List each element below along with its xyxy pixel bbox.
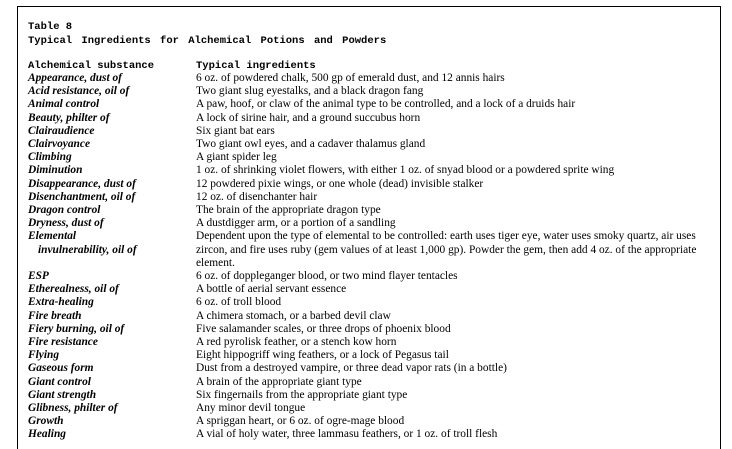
substance-cell bbox=[28, 349, 193, 362]
table-row bbox=[0, 362, 732, 375]
table-row bbox=[0, 72, 732, 85]
substance-cell bbox=[28, 415, 193, 428]
substance-name: Appearance, dust of bbox=[28, 72, 122, 84]
column-header-ingredients: Typical ingredients bbox=[196, 60, 316, 72]
ingredients-cell: Five salamander scales, or three drops of phoenix blood bbox=[196, 322, 451, 335]
table-row bbox=[0, 402, 732, 415]
substance-name: Dryness, dust of bbox=[28, 217, 104, 230]
table-row bbox=[0, 270, 732, 283]
table-row bbox=[0, 217, 732, 230]
table-row bbox=[0, 296, 732, 309]
table-row bbox=[0, 283, 732, 296]
ingredients-cell: Dust from a destroyed vampire, or three dead vapor rats (in a bottle) bbox=[196, 362, 507, 375]
substance-name: Fiery burning, oil of bbox=[28, 322, 125, 335]
substance-cell bbox=[28, 72, 193, 85]
substance-name: Healing bbox=[28, 428, 66, 441]
table-row bbox=[0, 125, 732, 138]
substance-name: Diminution bbox=[28, 164, 83, 177]
ingredients-cell: Two giant slug eyestalks, and a black dragon fang bbox=[196, 85, 424, 98]
substance-cell bbox=[28, 310, 193, 323]
table-row bbox=[0, 164, 732, 177]
ingredients-cell: A red pyrolisk feather, or a stench kow horn bbox=[196, 336, 397, 349]
substance-cell bbox=[28, 402, 193, 415]
substance-name-continued: invulnerability, oil of bbox=[38, 243, 137, 256]
table-row bbox=[0, 178, 732, 191]
ingredients-cell: A paw, hoof, or claw of the animal type to be controlled, and a lock of a druids hair bbox=[196, 98, 576, 111]
ingredients-cell: Two giant owl eyes, and a cadaver thalamus gland bbox=[196, 138, 426, 151]
ingredients-cell: A brain of the appropriate giant type bbox=[196, 375, 362, 388]
substance-name: Glibness, philter of bbox=[28, 402, 118, 415]
ingredients-cell: A chimera stomach, or a barbed devil claw bbox=[196, 309, 391, 322]
substance-cell bbox=[28, 85, 193, 98]
substance-cell bbox=[28, 178, 193, 191]
substance-cell bbox=[28, 296, 193, 309]
substance-cell bbox=[28, 230, 193, 256]
ingredients-cell: A spriggan heart, or 6 oz. of ogre-mage blood bbox=[196, 415, 405, 428]
substance-name: Fire breath bbox=[28, 309, 82, 322]
substance-cell bbox=[28, 323, 193, 336]
ingredients-cell: 6 oz. of troll blood bbox=[196, 296, 282, 309]
substance-name: Climbing bbox=[28, 151, 72, 164]
table-row bbox=[0, 310, 732, 323]
ingredients-cell: 6 oz. of powdered chalk, 500 gp of emerald dust, and 12 annis hairs bbox=[196, 72, 505, 84]
substance-name: Clairaudience bbox=[28, 124, 95, 137]
table-row bbox=[0, 428, 732, 441]
table-row bbox=[0, 349, 732, 362]
table-row bbox=[0, 98, 732, 111]
table-row bbox=[0, 138, 732, 151]
ingredients-cell: A lock of sirine hair, and a ground succubus horn bbox=[196, 111, 421, 124]
substance-name: Growth bbox=[28, 415, 64, 428]
substance-name: Extra-healing bbox=[28, 296, 94, 309]
substance-name: ESP bbox=[28, 270, 49, 283]
table-number: Table 8 bbox=[28, 21, 73, 33]
substance-cell bbox=[28, 112, 193, 125]
substance-name: Etherealness, oil of bbox=[28, 283, 119, 296]
substance-name: Beauty, philter of bbox=[28, 111, 110, 124]
substance-cell bbox=[28, 204, 193, 217]
ingredients-cell: Dependent upon the type of elemental to be controlled: earth uses tiger eye, water uses smoky quartz, air uses zircon, and fire uses ruby (gem values of at least 1,000 gp). Powder the gem, then add 4 oz. of the appropriate element. bbox=[196, 230, 697, 269]
table-row bbox=[0, 191, 732, 204]
substance-cell bbox=[28, 217, 193, 230]
substance-cell bbox=[28, 138, 193, 151]
substance-name: Disappearance, dust of bbox=[28, 177, 136, 190]
substance-cell bbox=[28, 283, 193, 296]
substance-name: Acid resistance, oil of bbox=[28, 85, 130, 98]
table-body bbox=[0, 72, 732, 442]
table-row bbox=[0, 85, 732, 98]
substance-cell bbox=[28, 151, 193, 164]
ingredients-cell: Six giant bat ears bbox=[196, 124, 275, 137]
ingredients-cell: 12 oz. of disenchanter hair bbox=[196, 190, 318, 203]
table-row bbox=[0, 323, 732, 336]
ingredients-cell: A giant spider leg bbox=[196, 151, 277, 164]
ingredients-cell: Six fingernails from the appropriate giant type bbox=[196, 388, 408, 401]
substance-name: Disenchantment, oil of bbox=[28, 190, 136, 203]
ingredients-cell: Any minor devil tongue bbox=[196, 402, 306, 415]
ingredients-cell: 1 oz. of shrinking violet flowers, with either 1 oz. of snyad blood or a powdered sprite wing bbox=[196, 164, 615, 177]
column-header-substance: Alchemical substance bbox=[28, 60, 155, 72]
substance-name: Giant strength bbox=[28, 388, 97, 401]
substance-name: Clairvoyance bbox=[28, 138, 91, 151]
substance-cell bbox=[28, 389, 193, 402]
substance-name: Giant control bbox=[28, 375, 91, 388]
table-row bbox=[0, 230, 732, 270]
table-row bbox=[0, 376, 732, 389]
ingredients-cell: Eight hippogriff wing feathers, or a lock of Pegasus tail bbox=[196, 349, 449, 362]
table-row bbox=[0, 204, 732, 217]
ingredients-cell: A dustdigger arm, or a portion of a sandling bbox=[196, 217, 396, 230]
ingredients-cell: The brain of the appropriate dragon type bbox=[196, 204, 381, 217]
ingredients-cell: A vial of holy water, three lammasu feathers, or 1 oz. of troll flesh bbox=[196, 428, 498, 441]
substance-cell bbox=[28, 98, 193, 111]
substance-cell bbox=[28, 270, 193, 283]
table-row bbox=[0, 389, 732, 402]
substance-name: Elemental bbox=[28, 230, 77, 243]
substance-cell bbox=[28, 362, 193, 375]
substance-name: Dragon control bbox=[28, 204, 101, 217]
substance-name: Fire resistance bbox=[28, 336, 98, 349]
table-row bbox=[0, 336, 732, 349]
table-row bbox=[0, 415, 732, 428]
substance-name: Gaseous form bbox=[28, 362, 94, 375]
substance-cell bbox=[28, 376, 193, 389]
table-row bbox=[0, 112, 732, 125]
substance-name: Animal control bbox=[28, 98, 100, 111]
substance-cell bbox=[28, 164, 193, 177]
ingredients-cell: 6 oz. of doppleganger blood, or two mind flayer tentacles bbox=[196, 270, 458, 283]
substance-cell bbox=[28, 191, 193, 204]
substance-name: Flying bbox=[28, 349, 60, 362]
ingredients-cell: A bottle of aerial servant essence bbox=[196, 283, 347, 296]
table-row bbox=[0, 151, 732, 164]
substance-cell bbox=[28, 336, 193, 349]
table-title: Typical Ingredients for Alchemical Potions and Powders bbox=[28, 35, 387, 47]
ingredients-cell: 12 powdered pixie wings, or one whole (dead) invisible stalker bbox=[196, 177, 484, 190]
substance-cell bbox=[28, 125, 193, 138]
substance-cell bbox=[28, 428, 193, 441]
